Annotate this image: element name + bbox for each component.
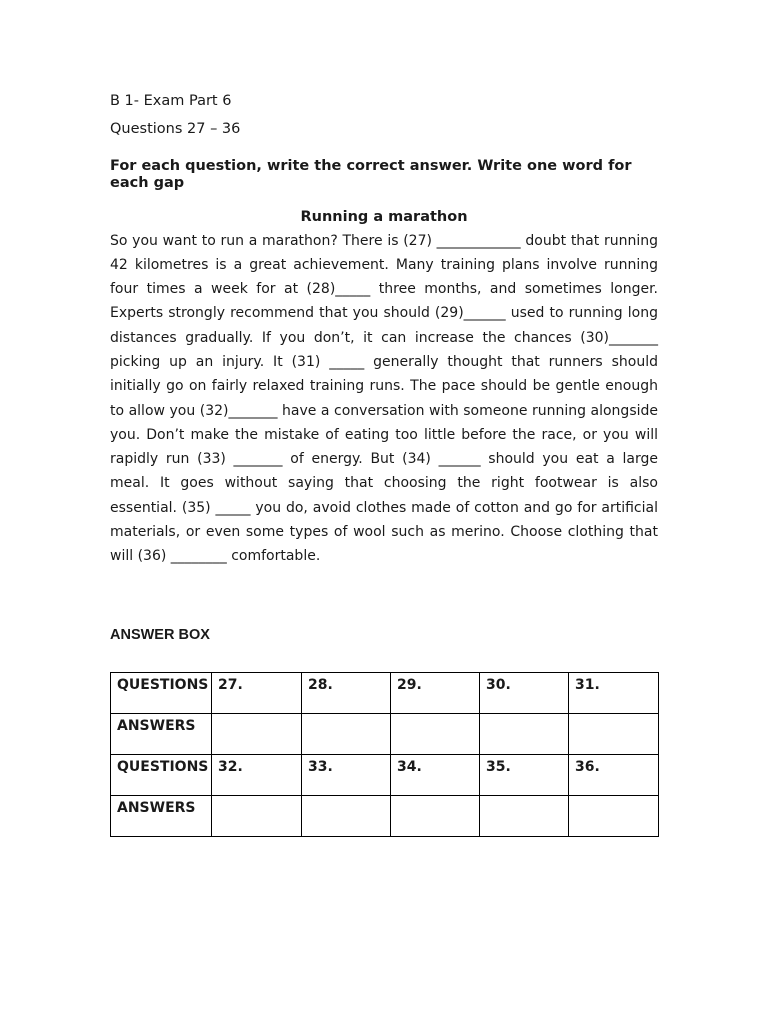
answer-box-label: ANSWER BOX <box>110 627 210 643</box>
question-number: 36. <box>569 755 659 796</box>
row-header: ANSWERS <box>111 714 212 755</box>
row-header: QUESTIONS <box>111 755 212 796</box>
instructions: For each question, write the correct answer. Write one word for each gap <box>110 158 632 191</box>
exam-level: B 1- Exam Part 6 <box>110 93 232 109</box>
answer-cell[interactable] <box>302 714 391 755</box>
row-header: ANSWERS <box>111 796 212 837</box>
question-number: 30. <box>480 673 569 714</box>
answers-row <box>111 714 659 755</box>
answer-cell[interactable] <box>569 796 659 837</box>
answer-cell[interactable] <box>302 796 391 837</box>
questions-row <box>111 755 659 796</box>
answer-cell[interactable] <box>480 796 569 837</box>
question-number: 33. <box>302 755 391 796</box>
question-number: 35. <box>480 755 569 796</box>
question-number: 29. <box>391 673 480 714</box>
question-number: 34. <box>391 755 480 796</box>
question-number: 32. <box>212 755 302 796</box>
exam-page <box>110 88 658 569</box>
question-number: 27. <box>212 673 302 714</box>
questions-row <box>111 673 659 714</box>
row-header: QUESTIONS <box>111 673 212 714</box>
answer-table <box>110 672 659 837</box>
answer-cell[interactable] <box>391 714 480 755</box>
passage-text: So you want to run a marathon? There is (27) ____________ doubt that running 42 kilometres is a great achievement. Many training plans involve running four times a week for at (28)_____ three months, and sometimes longer. Experts strongly recommend that you should (29)______ used to running long distances gradually. If you don’t, it can increase the chances (30)_______ picking up an injury. It (31) _____ generally thought that runners should initially go on fairly relaxed training runs. The pace should be gentle enough to allow you (32)_______ have a conversation with someone running alongside you. Don’t make the mistake of eating too little before the race, or you will rapidly run (33) _______ of energy. But (34) ______ should you eat a large meal. It goes without saying that choosing the right footwear is also essential. (35) _____ you do, avoid clothes made of cotton and go for artificial materials, or even some types of wool such as merino. Choose clothing that will (36) ________ comfortable. <box>110 232 658 565</box>
answer-cell[interactable] <box>480 714 569 755</box>
answer-cell[interactable] <box>569 714 659 755</box>
answer-cell[interactable] <box>391 796 480 837</box>
answers-row <box>111 796 659 837</box>
question-number: 31. <box>569 673 659 714</box>
answer-cell[interactable] <box>212 796 302 837</box>
passage-title: Running a marathon <box>300 208 468 225</box>
question-number: 28. <box>302 673 391 714</box>
answer-cell[interactable] <box>212 714 302 755</box>
questions-range: Questions 27 – 36 <box>110 121 241 137</box>
